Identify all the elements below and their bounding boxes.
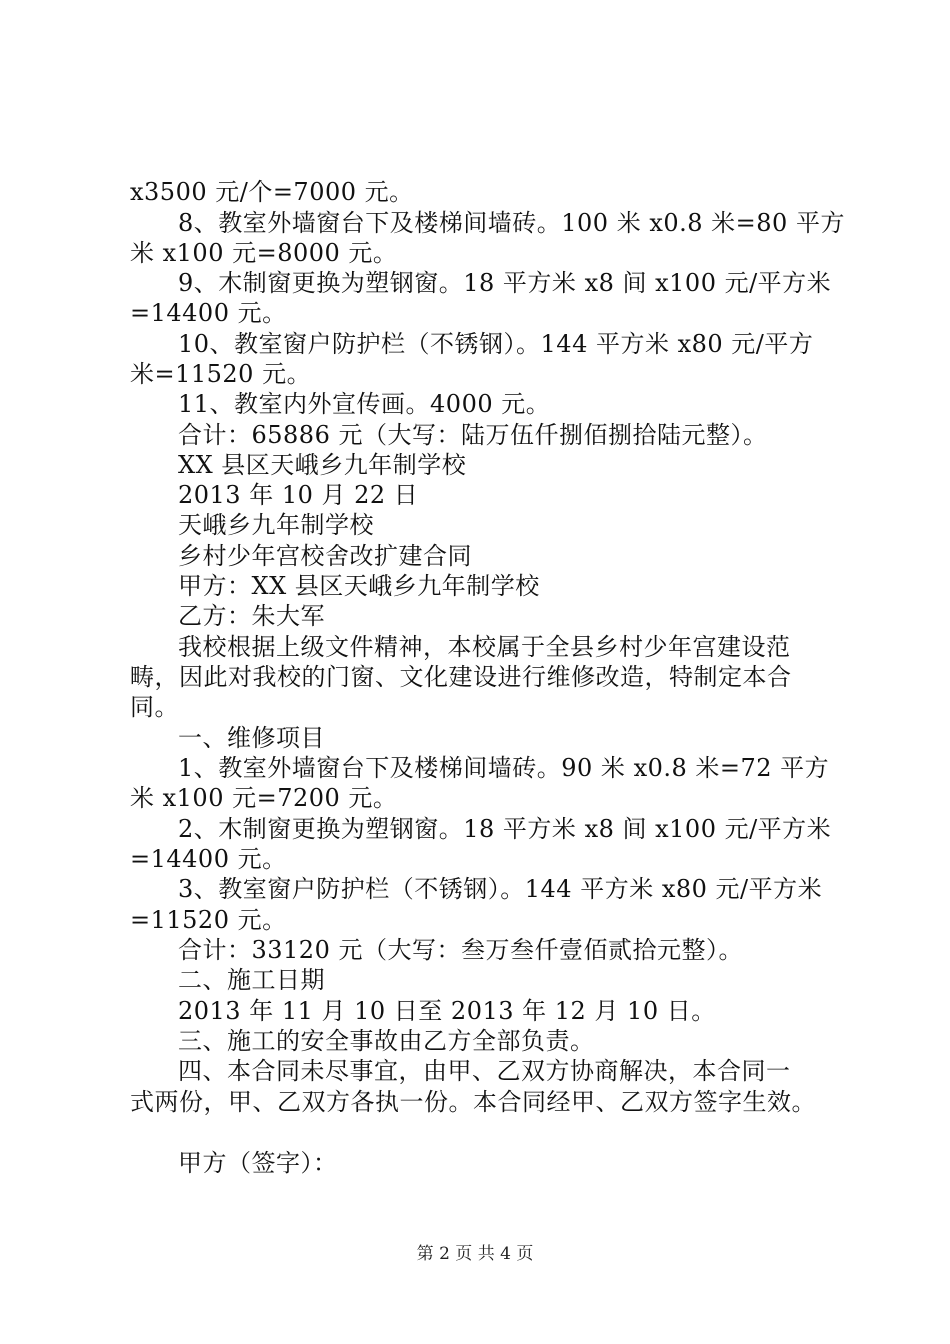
text-line: 2013 年 11 月 10 日至 2013 年 12 月 10 日。 (178, 997, 716, 1025)
page-footer: 第 2 页 共 4 页 (416, 1244, 534, 1264)
text-line: 甲方：XX 县区天峨乡九年制学校 (178, 572, 540, 600)
text-line: 式两份，甲、乙双方各执一份。本合同经甲、乙双方签字生效。 (130, 1088, 816, 1116)
text-line: 2、木制窗更换为塑钢窗。18 平方米 x8 间 x100 元/平方米 (178, 815, 832, 843)
text-line: 3、教室窗户防护栏（不锈钢）。144 平方米 x80 元/平方米 (178, 875, 823, 903)
text-line: XX 县区天峨乡九年制学校 (178, 451, 467, 479)
text-line: =14400 元。 (130, 845, 287, 873)
text-line: 畴，因此对我校的门窗、文化建设进行维修改造，特制定本合 (130, 663, 792, 691)
text-line: 二、施工日期 (178, 966, 325, 994)
text-line: 乙方：朱大军 (178, 602, 325, 630)
text-line: 米 x100 元=7200 元。 (130, 784, 398, 812)
text-line: 9、木制窗更换为塑钢窗。18 平方米 x8 间 x100 元/平方米 (178, 269, 832, 297)
text-line: 合计：65886 元（大写：陆万伍仟捌佰捌拾陆元整）。 (178, 421, 768, 449)
text-line: 同。 (130, 693, 179, 721)
text-line: =11520 元。 (130, 906, 287, 934)
text-line: 2013 年 10 月 22 日 (178, 481, 419, 509)
text-line: 四、本合同未尽事宜，由甲、乙双方协商解决，本合同一 (178, 1057, 791, 1085)
text-line: x3500 元/个=7000 元。 (130, 178, 414, 206)
signature-line: 甲方（签字）： (178, 1149, 338, 1177)
text-line: 合计：33120 元（大写：叁万叁仟壹佰贰拾元整）。 (178, 936, 743, 964)
text-line: 米 x100 元=8000 元。 (130, 239, 398, 267)
text-line: 乡村少年宫校舍改扩建合同 (178, 542, 472, 570)
text-line: 8、教室外墙窗台下及楼梯间墙砖。100 米 x0.8 米=80 平方 (178, 209, 845, 237)
text-line: 三、施工的安全事故由乙方全部负责。 (178, 1027, 595, 1055)
text-line: 米=11520 元。 (130, 360, 312, 388)
text-line: 1、教室外墙窗台下及楼梯间墙砖。90 米 x0.8 米=72 平方 (178, 754, 830, 782)
text-line: 11、教室内外宣传画。4000 元。 (178, 390, 551, 418)
text-line: 10、教室窗户防护栏（不锈钢）。144 平方米 x80 元/平方 (178, 330, 814, 358)
text-line: 天峨乡九年制学校 (178, 511, 374, 539)
text-line: 一、维修项目 (178, 724, 325, 752)
text-line: =14400 元。 (130, 299, 287, 327)
text-line: 我校根据上级文件精神，本校属于全县乡村少年宫建设范 (178, 633, 791, 661)
